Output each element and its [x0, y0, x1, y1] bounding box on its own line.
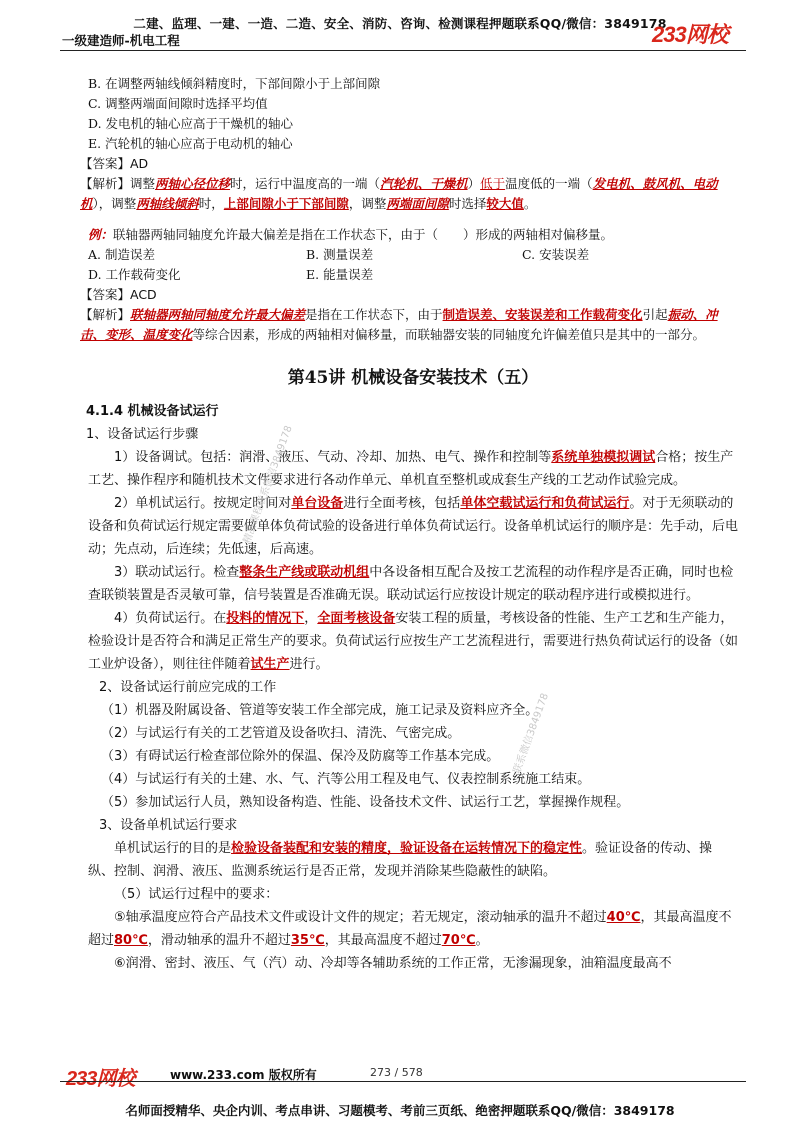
- paragraph-3: [88, 561, 738, 607]
- text-run: ，: [304, 611, 318, 626]
- highlight-run: 投料的情况下: [226, 611, 305, 626]
- highlight-run: 单体空载试运行和负荷试运行: [460, 496, 630, 511]
- heading-number: 4.1.4: [86, 404, 124, 419]
- highlight-run: 汽轮机、干燥机: [380, 176, 468, 191]
- heading-text: 机械设备试运行: [127, 404, 219, 419]
- text-run: 时，运行中温度高的一端（: [230, 176, 381, 191]
- options-row-2: [88, 265, 738, 285]
- text-run: 进行。: [289, 657, 329, 672]
- highlight-run: 单台设备: [291, 496, 344, 511]
- highlight-run: 全面考核设备: [317, 611, 396, 626]
- text-run: 等综合因素，形成的两轴相对偏移量，而联轴器安装的同轴度允许偏差值只是其中的一部分。: [192, 327, 706, 342]
- question-text: 联轴器两轴同轴度允许最大偏差是指在工作状态下，由于（ ）形成的两轴相对偏移量。: [113, 227, 614, 242]
- highlight-run: 35℃: [290, 933, 325, 948]
- highlight-run: 制造误差、安装误差和工作载荷变化: [442, 307, 643, 322]
- text-run: ，其最高温度不超过: [324, 933, 442, 948]
- paragraph-2: [88, 492, 738, 561]
- footer-site: www.233.com 版权所有: [170, 1068, 317, 1082]
- paragraph-7: [88, 906, 738, 952]
- text-run: 调整: [130, 176, 156, 191]
- analysis-label: 【解析】: [80, 307, 131, 322]
- text-run: ，其最高温度不超过: [88, 910, 732, 948]
- text-run: ，滑动轴承的温升不超过: [147, 933, 291, 948]
- highlight-run: 发电机、鼓风机、电动机: [80, 176, 718, 211]
- text-run: 。: [523, 196, 537, 211]
- highlight-run: 系统单独模拟调试: [551, 450, 656, 465]
- subheading-2: 2、设备试运行前应完成的工作: [99, 680, 277, 695]
- lecture-title: 第45讲 机械设备安装技术（五）: [287, 368, 539, 388]
- footer-rule: [60, 1081, 746, 1082]
- answer-2: 【答案】ACD: [80, 287, 157, 302]
- highlight-run: 联轴器两轴同轴度允许最大偏差: [130, 307, 306, 322]
- footer-logo: 233网校: [66, 1068, 135, 1090]
- answer-1: 【答案】AD: [80, 156, 149, 171]
- list-item: （1）机器及附属设备、管道等安装工作全部完成，施工记录及资料应齐全。: [101, 703, 539, 718]
- text-run: 合格；按生产工艺、操作程序和随机技术文件要求进行各动作单元、单机直至整机或成套生产线的工艺动作试验完成。: [88, 450, 734, 488]
- options-row-1: [88, 245, 738, 265]
- text-run: ），调整: [92, 196, 137, 211]
- text-run: 1）设备调试。包括：润滑、液压、气动、冷却、加热、电气、操作和控制等: [114, 450, 552, 465]
- highlight-run: 70℃: [441, 933, 476, 948]
- option-b: B. 在调整两轴线倾斜精度时，下部间隙小于上部间隙: [88, 76, 381, 91]
- option-e: E. 汽轮机的轴心应高于电动机的轴心: [88, 136, 293, 151]
- analysis-label: 【解析】: [80, 176, 131, 191]
- text-run: 温度低的一端（: [505, 176, 593, 191]
- text-run: ）: [467, 176, 481, 191]
- list-item: （5）参加试运行人员，熟知设备构造、性能、设备技术文件、试运行工艺，掌握操作规程。: [101, 795, 630, 810]
- header-rule: [60, 50, 746, 51]
- page-content: [80, 74, 739, 975]
- highlight-run: 较大值: [486, 196, 524, 211]
- footer-bottom-line: 名师面授精华、央企内训、考点串讲、习题模考、考前三页纸、绝密押题联系QQ/微信：3849178: [125, 1103, 675, 1118]
- highlight-run: 振动、冲击、变形、温度变化: [80, 307, 718, 342]
- text-run: 进行全面考核，包括: [343, 496, 461, 511]
- option-d2: D. 工作载荷变化: [88, 267, 181, 282]
- section-heading: [86, 400, 738, 423]
- brand-logo: 233网校: [652, 22, 728, 47]
- highlight-run: 两端面间隙: [386, 196, 449, 211]
- analysis-1: [80, 174, 738, 214]
- text-run: 。: [475, 933, 489, 948]
- text-run: 中各设备相互配合及按工艺流程的动作程序是否正确，同时也检查联锁装置是否灵敏可靠，信号装置是否准确无误。联动试运行应按设计规定的联动程序进行或模拟进行。: [88, 565, 734, 603]
- paragraph-1: [88, 446, 738, 492]
- list-item: （4）与试运行有关的土建、水、气、汽等公用工程及电气、仪表控制系统施工结束。: [101, 772, 591, 787]
- text-run: ，调整: [348, 196, 387, 211]
- highlight-run: 80℃: [114, 933, 148, 948]
- text-run: 引起: [642, 307, 668, 322]
- paragraph-6: （5）试运行过程中的要求：: [114, 887, 279, 902]
- header-top-line: 二建、监理、一建、一造、二造、安全、消防、咨询、检测课程押题联系QQ/微信：3849178: [133, 16, 667, 31]
- paragraph-5: [88, 837, 738, 883]
- highlight-run: 整条生产线或联动机组: [239, 565, 370, 580]
- option-c: C. 调整两端面间隙时选择平均值: [88, 96, 268, 111]
- list-item: （3）有碍试运行检查部位除外的保温、保冷及防腐等工作基本完成。: [101, 749, 500, 764]
- option-b2: B. 测量误差: [306, 247, 374, 262]
- text-run: 是指在工作状态下，由于: [305, 307, 443, 322]
- highlight-run: 上部间隙小于下部间隙: [223, 196, 349, 211]
- option-a: A. 制造误差: [88, 247, 155, 262]
- analysis-2: [80, 305, 738, 345]
- highlight-run: 试生产: [250, 657, 290, 672]
- highlight-run: 两轴心径位移: [155, 176, 231, 191]
- watermark: 联系微信3849178: [511, 691, 552, 776]
- highlight-run: 检验设备装配和安装的精度，验证设备在运转情况下的稳定性: [231, 841, 583, 856]
- text-run: 安装工程的质量，考核设备的性能、生产工艺和生产能力，检验设计是否符合和满足正常生产的要求。负荷试运行应按生产工艺流程进行，需要进行热负荷试运行的设备（如工业炉设备），则往往伴随着: [88, 611, 739, 672]
- option-c2: C. 安装误差: [522, 247, 590, 262]
- list-item: （2）与试运行有关的工艺管道及设备吹扫、清洗、气密完成。: [101, 726, 461, 741]
- text-run: 单机试运行的目的是: [114, 841, 232, 856]
- text-run: 3）联动试运行。检查: [114, 565, 240, 580]
- text-run: 时选择: [448, 196, 487, 211]
- text-run: 2）单机试运行。按规定时间对: [114, 496, 292, 511]
- option-d: D. 发电机的轴心应高于干燥机的轴心: [88, 116, 294, 131]
- option-e2: E. 能量误差: [306, 267, 374, 282]
- question-label: 例：: [88, 227, 114, 242]
- subheading-3: 3、设备单机试运行要求: [99, 818, 238, 833]
- subheading-1: 1、设备试运行步骤: [86, 427, 199, 442]
- highlight-run: 两轴线倾斜: [136, 196, 199, 211]
- text-run: ⑤轴承温度应符合产品技术文件或设计文件的规定；若无规定，滚动轴承的温升不超过: [114, 910, 607, 925]
- page-number: 273 / 578: [370, 1066, 423, 1079]
- text-run: 。对于无须联动的设备和负荷试运行规定需要做单体负荷试验的设备进行单体负荷试运行。设备单机试运行的顺序是：先手动，后电动；先点动，后连续；先低速，后高速。: [88, 496, 739, 557]
- question-2: [88, 225, 738, 245]
- paragraph-8: ⑥润滑、密封、液压、气（汽）动、冷却等各辅助系统的工作正常，无渗漏现象，油箱温度最高不: [114, 956, 672, 971]
- highlight-run: 40℃: [606, 910, 641, 925]
- text-run: 。验证设备的传动、操纵、控制、润滑、液压、监测系统运行是否正常，发现并消除某些隐蔽性的缺陷。: [88, 841, 713, 879]
- watermark: 精品课程联系微信3849178: [241, 424, 295, 546]
- header-subtitle: 一级建造师-机电工程: [62, 33, 180, 48]
- text-run: 4）负荷试运行。在: [114, 611, 227, 626]
- text-run: 时，: [198, 196, 224, 211]
- highlight-run: 低于: [480, 176, 506, 191]
- paragraph-4: [88, 607, 738, 676]
